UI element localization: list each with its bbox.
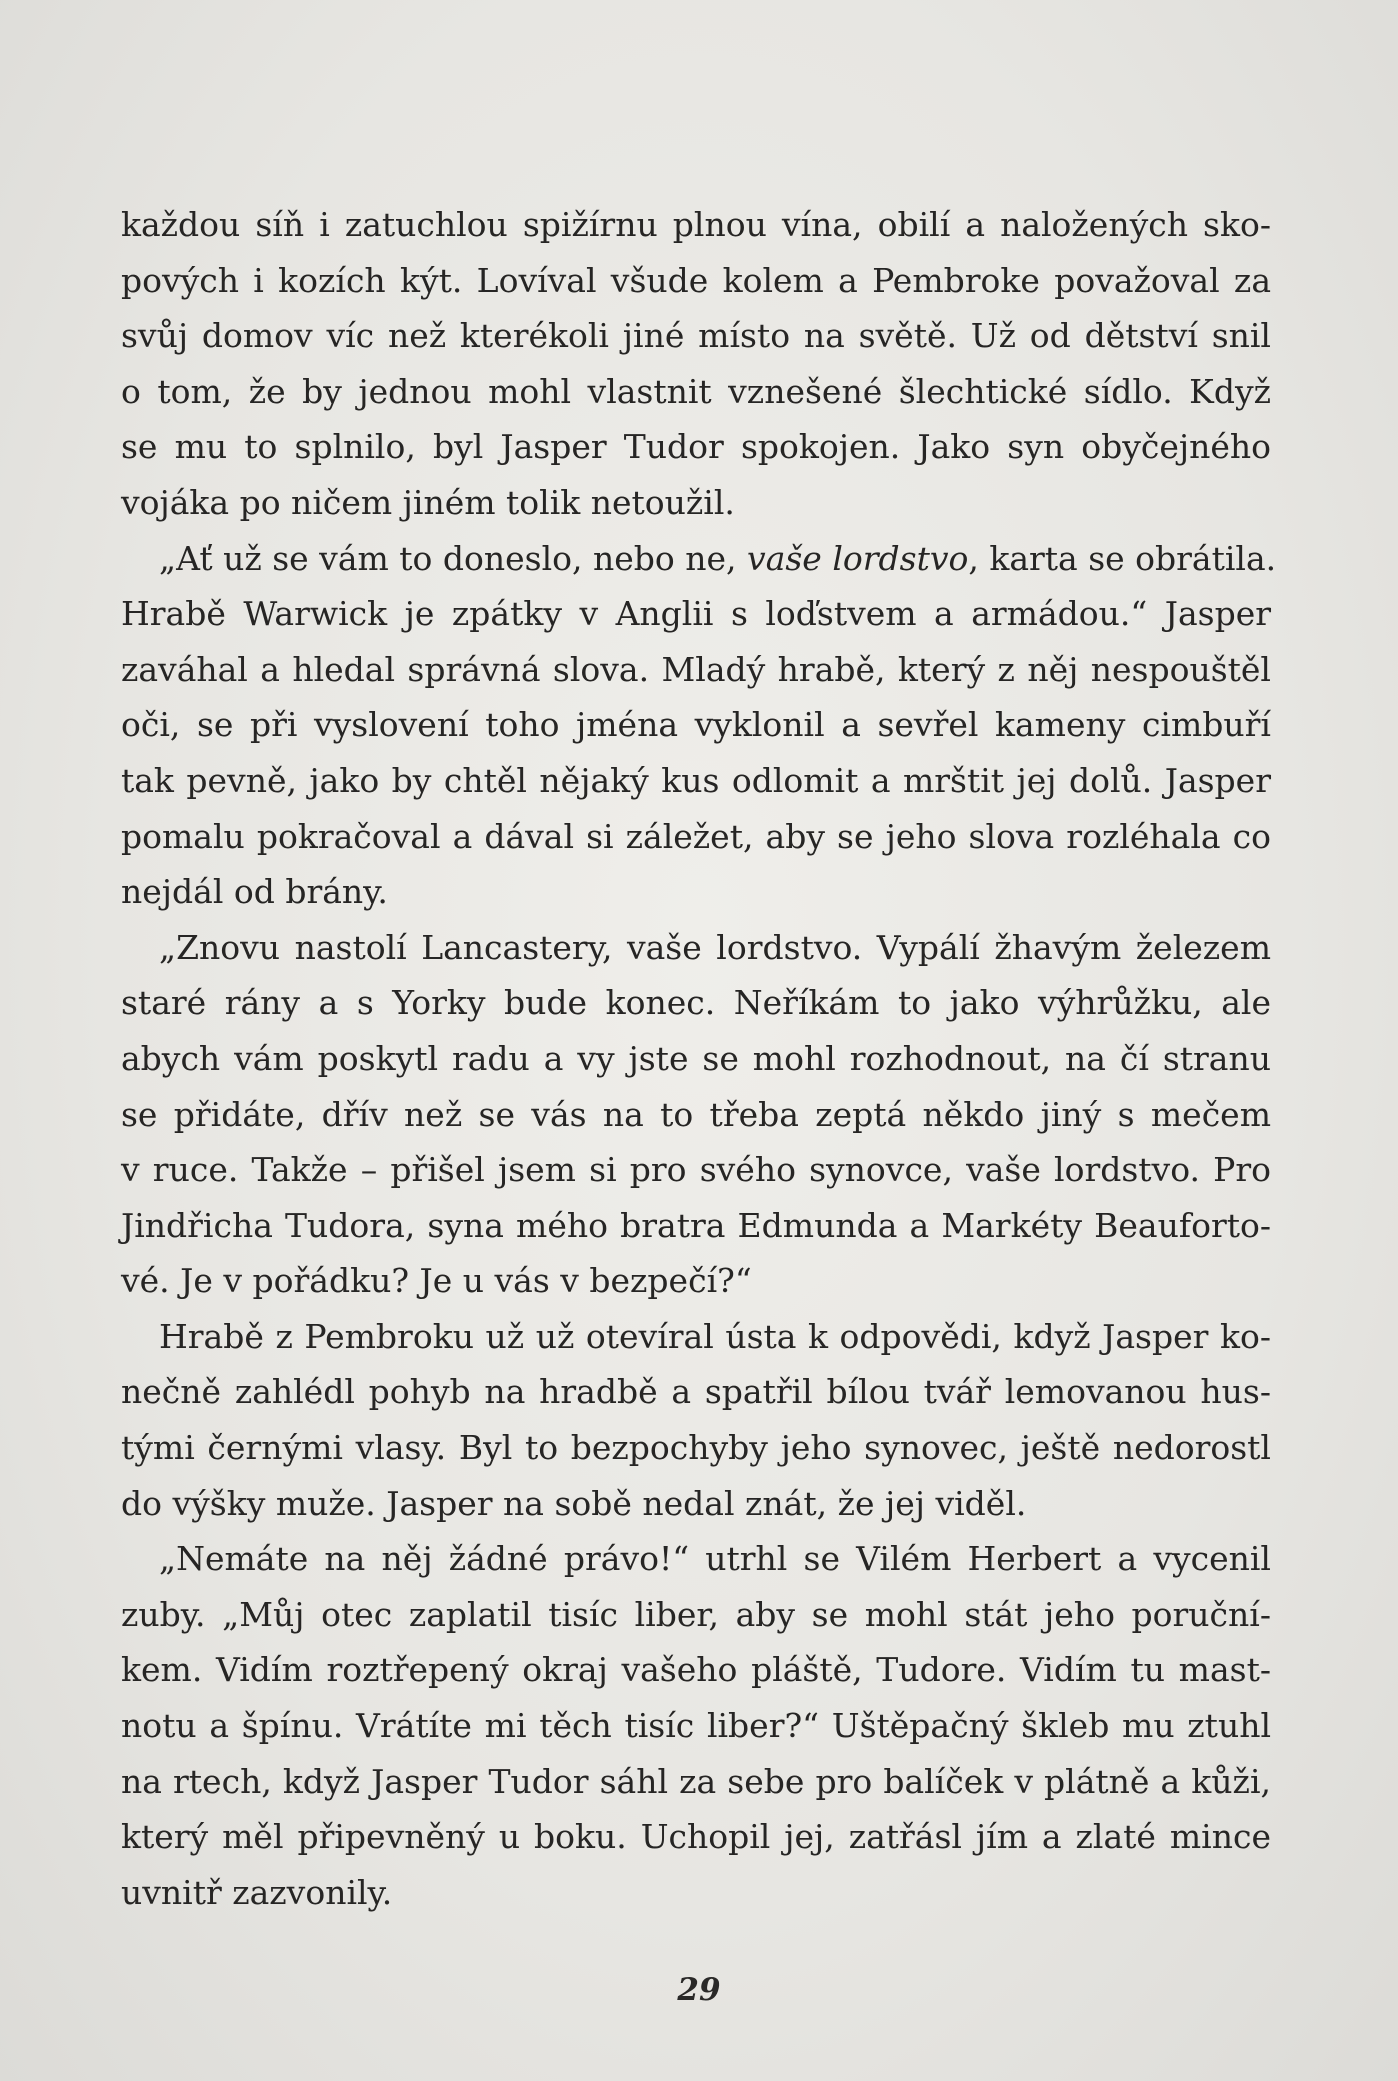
text-line: oči, se při vyslovení toho jména vyklonil a sevřel kameny cimbuří <box>121 705 1271 745</box>
text-line: svůj domov víc než kterékoli jiné místo na světě. Už od dětství snil <box>121 316 1271 356</box>
text-line: na rtech, když Jasper Tudor sáhl za sebe pro balíček v plátně a kůži, <box>121 1761 1271 1801</box>
paragraph <box>121 1309 1271 1531</box>
paragraph <box>121 1531 1271 1920</box>
text-line: nejdál od brány. <box>121 872 388 912</box>
text-line: tými černými vlasy. Byl to bezpochyby jeho synovec, ještě nedorostl <box>121 1428 1271 1468</box>
text-line: „Znovu nastolí Lancastery, vaše lordstvo. Vypálí žhavým železem <box>159 927 1271 967</box>
text-line: pomalu pokračoval a dával si záležet, aby se jeho slova rozléhala co <box>121 816 1271 856</box>
text-line: nečně zahlédl pohyb na hradbě a spatřil bílou tvář lemovanou hus- <box>121 1372 1271 1412</box>
text-line: zaváhal a hledal správná slova. Mladý hrabě, který z něj nespouštěl <box>121 649 1271 689</box>
text-line: vojáka po ničem jiném tolik netoužil. <box>121 482 735 522</box>
text-line: abych vám poskytl radu a vy jste se mohl rozhodnout, na čí stranu <box>121 1038 1271 1078</box>
text-line: Jindřicha Tudora, syna mého bratra Edmunda a Markéty Beauforto- <box>121 1205 1271 1245</box>
text-line: do výšky muže. Jasper na sobě nedal znát, že jej viděl. <box>121 1483 1027 1523</box>
body-text <box>121 197 1277 1920</box>
italic-text: vaše lordstvo <box>747 538 969 578</box>
text-line: tak pevně, jako by chtěl nějaký kus odlomit a mrštit jej dolů. Jasper <box>121 760 1271 800</box>
paragraph <box>121 197 1271 531</box>
text-line: v ruce. Takže – přišel jsem si pro svého synovce, vaše lordstvo. Pro <box>121 1150 1271 1190</box>
paragraph <box>121 920 1271 1309</box>
paragraph <box>121 531 1277 920</box>
text-line: který měl připevněný u boku. Uchopil jej, zatřásl jím a zlaté mince <box>121 1817 1271 1857</box>
text-line: notu a špínu. Vrátíte mi těch tisíc liber?“ Uštěpačný škleb mu ztuhl <box>121 1706 1271 1746</box>
text-line: Hrabě Warwick je zpátky v Anglii s loďstvem a armádou.“ Jasper <box>121 594 1271 634</box>
text-line: „Nemáte na něj žádné právo!“ utrhl se Vilém Herbert a vycenil <box>159 1539 1271 1579</box>
text-line: zuby. „Můj otec zaplatil tisíc liber, aby se mohl stát jeho poruční- <box>121 1594 1271 1634</box>
text-line: se přidáte, dřív než se vás na to třeba zeptá někdo jiný s mečem <box>121 1094 1271 1134</box>
text-line: kem. Vidím roztřepený okraj vašeho pláště, Tudore. Vidím tu mast- <box>121 1650 1271 1690</box>
text-line: každou síň i zatuchlou spižírnu plnou vína, obilí a naložených sko- <box>121 205 1271 244</box>
text-line: „Ať už se vám to doneslo, nebo ne, vaše lordstvo, karta se obrátila. <box>159 538 1277 578</box>
text-line: se mu to splnilo, byl Jasper Tudor spokojen. Jako syn obyčejného <box>121 427 1271 467</box>
text-line: staré rány a s Yorky bude konec. Neříkám to jako výhrůžku, ale <box>121 983 1271 1023</box>
text-line: pových i kozích kýt. Lovíval všude kolem a Pembroke považoval za <box>121 260 1271 300</box>
text-line: o tom, že by jednou mohl vlastnit vznešené šlechtické sídlo. Když <box>121 371 1271 411</box>
text-line: uvnitř zazvonily. <box>121 1872 393 1912</box>
text-line: vé. Je v pořádku? Je u vás v bezpečí?“ <box>121 1261 752 1301</box>
text-line: Hrabě z Pembroku už už otevíral ústa k odpovědi, když Jasper ko- <box>159 1316 1271 1356</box>
page-number: 29 <box>677 1972 721 2008</box>
